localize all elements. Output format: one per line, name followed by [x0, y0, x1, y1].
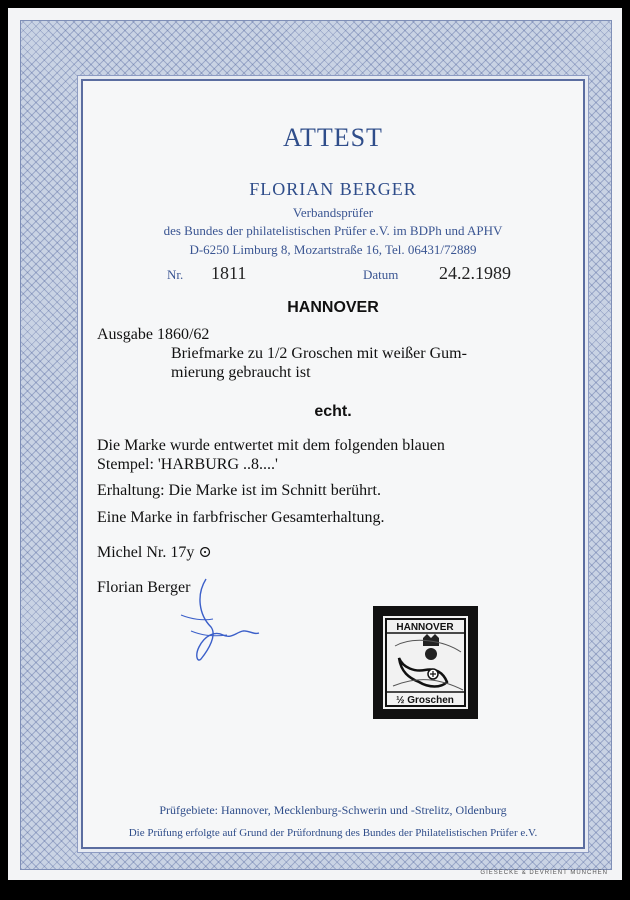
footer-rules: Die Prüfung erfolgte auf Grund der Prüfordnung des Bundes der Philatelistischen Prüfer e.V. — [128, 827, 538, 839]
stamp-bottom-text: ½ Groschen — [396, 695, 454, 706]
condition-line: Erhaltung: Die Marke ist im Schnitt berührt. — [97, 482, 381, 499]
footer-areas: Prüfgebiete: Hannover, Mecklenburg-Schwerin und -Strelitz, Oldenburg — [159, 803, 507, 817]
issue-line — [97, 325, 571, 344]
stamp-top-text: HANNOVER — [396, 622, 454, 633]
examiner-role: Verbandsprüfer — [292, 205, 374, 220]
issue-value: 1860/62 — [156, 326, 210, 343]
signed-name: Florian Berger — [97, 579, 191, 596]
number-value: 1811 — [211, 263, 247, 283]
description-line-1: Briefmarke zu 1/2 Groschen mit weißer Gum- — [171, 345, 467, 362]
certificate-panel — [81, 79, 585, 849]
cancel-line-1: Die Marke wurde entwertet mit dem folgenden blauen — [97, 437, 445, 454]
country-heading: HANNOVER — [287, 299, 379, 316]
issue-label: Ausgabe — [97, 326, 153, 343]
signature-scribble — [151, 575, 261, 665]
address: D-6250 Limburg 8, Mozartstraße 16, Tel. 06431/72889 — [189, 242, 477, 257]
verdict: echt. — [314, 403, 352, 420]
examiner-name: FLORIAN BERGER — [249, 179, 417, 199]
overall-line: Eine Marke in farbfrischer Gesamterhaltung. — [97, 509, 385, 526]
stamp-design — [373, 606, 478, 719]
certificate-sheet — [8, 8, 622, 880]
description-line-2: mierung gebraucht ist — [171, 364, 311, 381]
stamp-image — [373, 606, 478, 719]
michel-line: Michel Nr. 17y ⊙ — [97, 544, 212, 561]
date-value: 24.2.1989 — [439, 263, 511, 283]
cancel-line-2: Stempel: 'HARBURG ..8....' — [97, 456, 278, 473]
guilloche-border — [20, 20, 612, 870]
date-label: Datum — [363, 267, 399, 282]
certificate-title: ATTEST — [283, 123, 383, 152]
association: des Bundes der philatelistischen Prüfer e.V. im BDPh und APHV — [163, 223, 503, 238]
printer-imprint: GIESECKE & DEVRIENT MÜNCHEN — [480, 870, 608, 876]
number-label: Nr. — [167, 267, 184, 282]
